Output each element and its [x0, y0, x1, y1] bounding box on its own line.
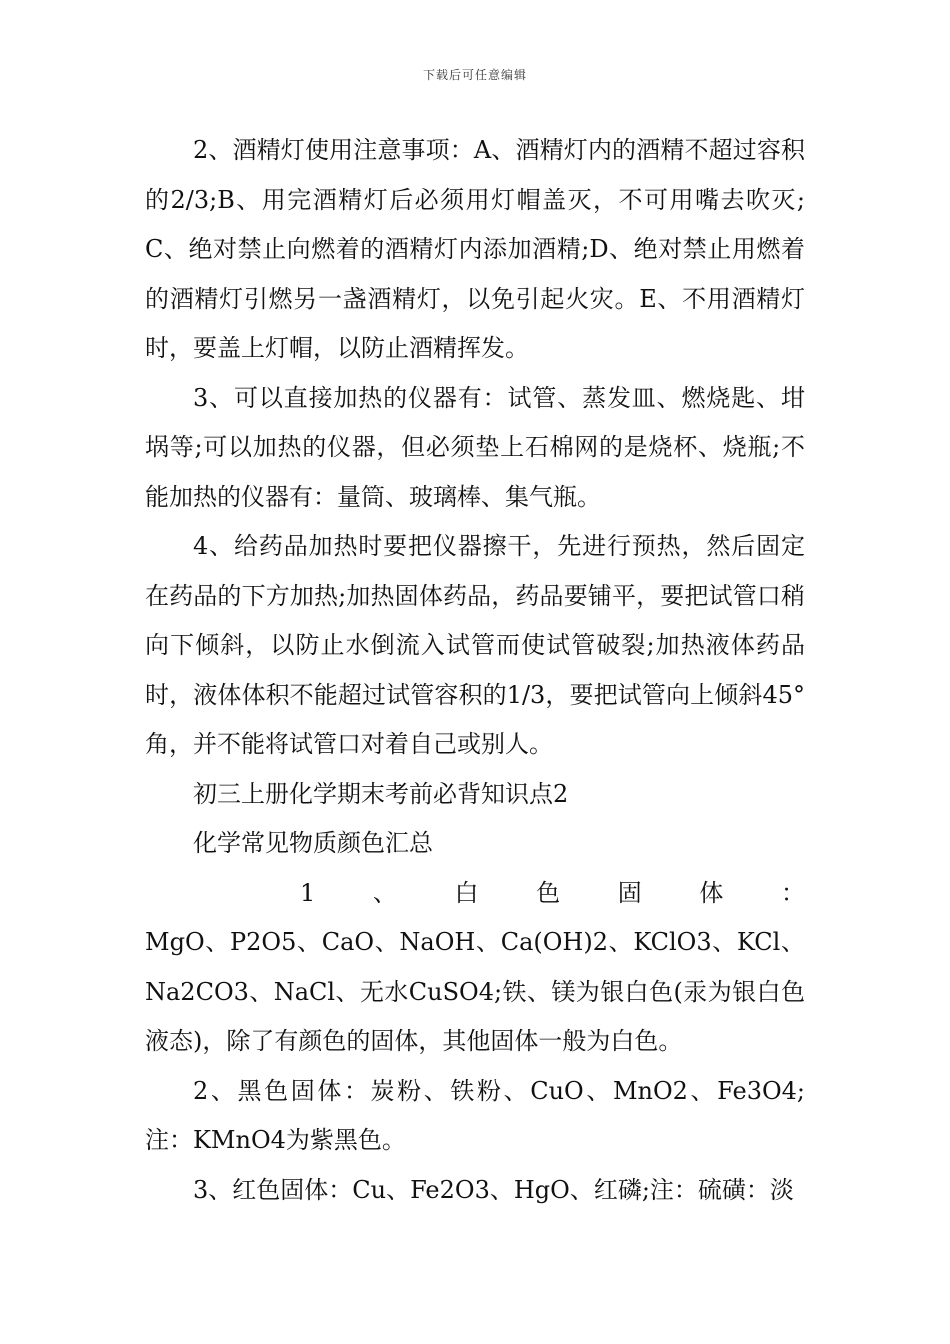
- heading-char: 色: [536, 878, 561, 907]
- subsection-title: 化学常见物质颜色汇总: [193, 829, 433, 857]
- page-header: 下载后可任意编辑: [422, 68, 527, 82]
- paragraph-red-solid: 3、红色固体：Cu、Fe2O3、HgO、红磷;注：硫磺：淡: [193, 1175, 794, 1204]
- paragraph-alcohol-lamp: 2、酒精灯使用注意事项：A、酒精灯内的酒精不超过容积的2/3;B、用完酒精灯后必须用灯帽盖灭，不可用嘴去吹灭;C、绝对禁止向燃着的酒精灯内添加酒精;D、绝对禁止用燃着的酒精灯引燃另一盏酒精灯，以免引起火灾。E、不用酒精灯时，要盖上灯帽，以防止酒精挥发。: [145, 136, 805, 362]
- paragraph-black-solid: 2、黑色固体：炭粉、铁粉、CuO、MnO2、Fe3O4;注：KMnO4为紫黑色。: [145, 1076, 805, 1154]
- heading-char: 体: [699, 878, 724, 907]
- paragraph-white-solid: MgO、P2O5、CaO、NaOH、Ca(OH)2、KClO3、KCl、Na2CO3、NaCl、无水CuSO4;铁、镁为银白色(汞为银白色液态)，除了有颜色的固体，其他固体一般为白色。: [145, 928, 805, 1055]
- white-solid-heading: [145, 869, 805, 919]
- heading-char: 白: [454, 878, 479, 907]
- heading-char: ：: [780, 878, 805, 907]
- section-title: 初三上册化学期末考前必背知识点2: [193, 779, 569, 808]
- heading-char: 固: [617, 878, 642, 907]
- heading-char: 、: [372, 878, 397, 907]
- document-body: [145, 126, 805, 1215]
- paragraph-heating-instruments: 3、可以直接加热的仪器有：试管、蒸发皿、燃烧匙、坩埚等;可以加热的仪器，但必须垫上石棉网的是烧杯、烧瓶;不能加热的仪器有：量筒、玻璃棒、集气瓶。: [145, 383, 805, 511]
- heading-char: 1: [300, 878, 316, 907]
- paragraph-heating-chemicals: 4、给药品加热时要把仪器擦干，先进行预热，然后固定在药品的下方加热;加热固体药品，药品要铺平，要把试管口稍向下倾斜，以防止水倒流入试管而使试管破裂;加热液体药品时，液体体积不能超过试管容积的1/3，要把试管向上倾斜45°角，并不能将试管口对着自己或别人。: [145, 532, 805, 758]
